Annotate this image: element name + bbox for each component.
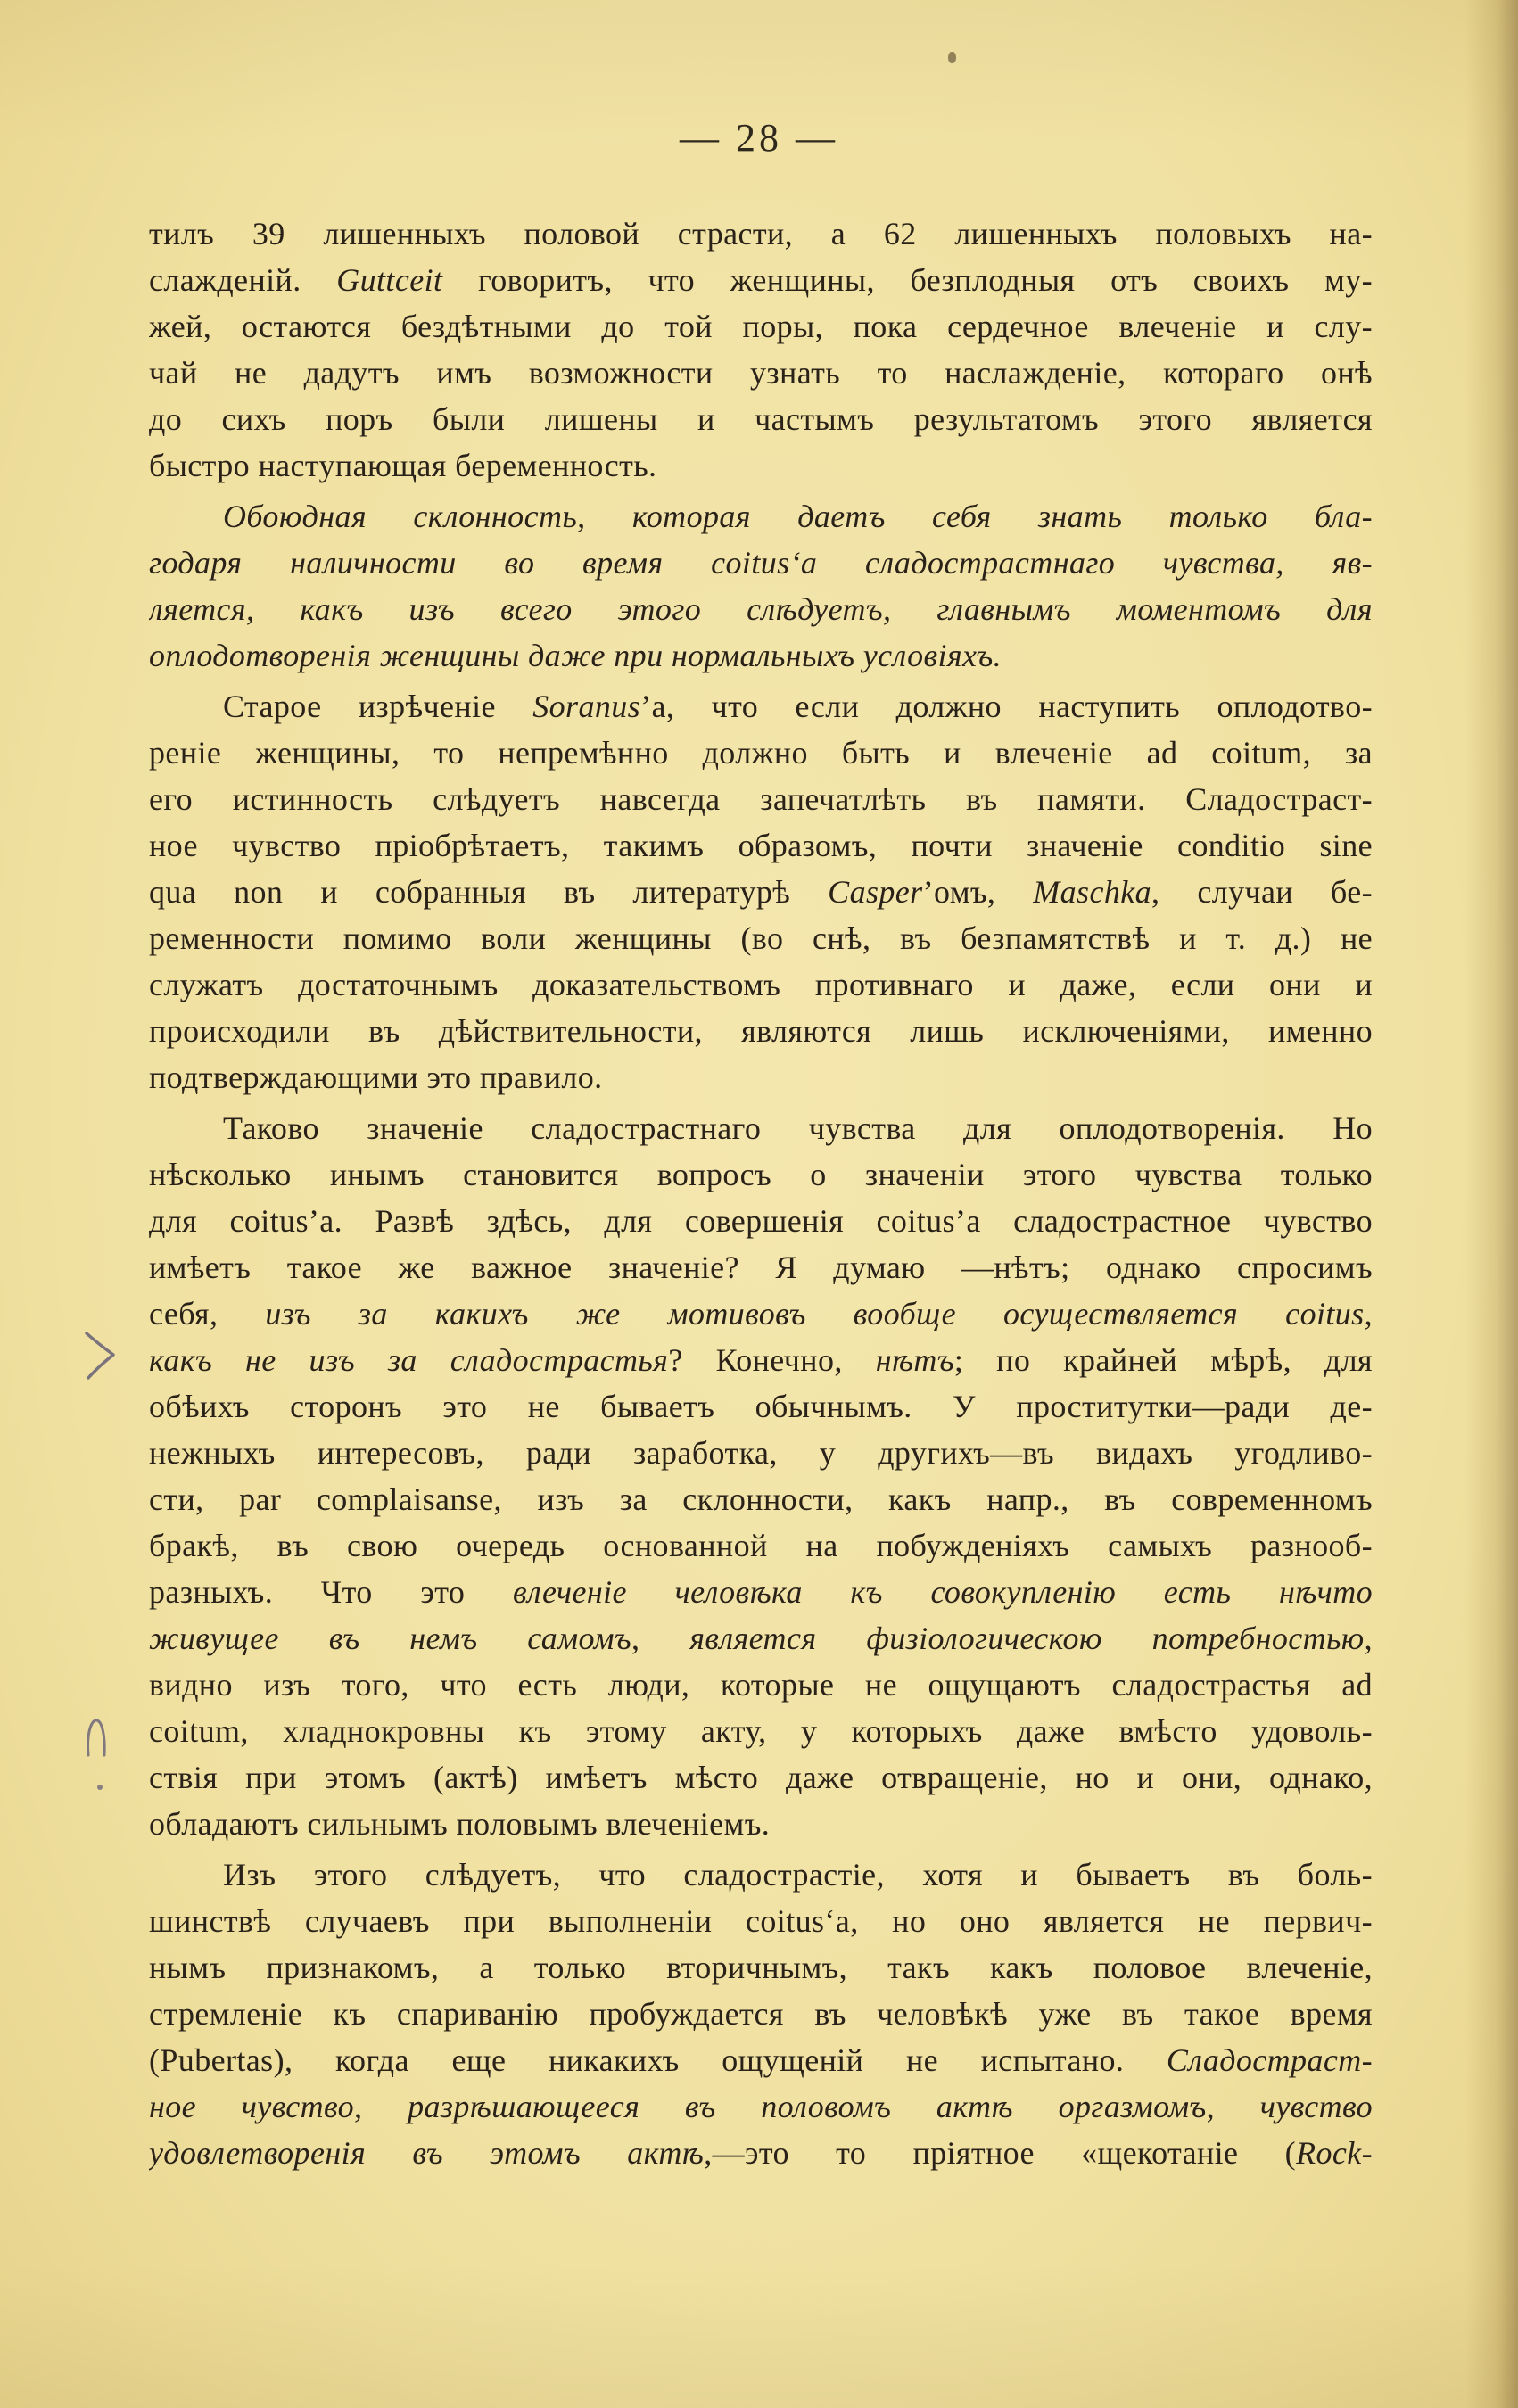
text-run: ствія при этомъ (актѣ) имѣетъ мѣсто даже отвращеніе, но и они, однако, (149, 1760, 1373, 1795)
text-line (149, 1569, 1373, 1615)
text-run: coitum, хладнокровны къ этому акту, у которыхъ даже вмѣсто удоволь- (149, 1713, 1373, 1749)
text-line (149, 442, 1373, 489)
italic-text: Casper (828, 874, 923, 910)
text-run: видно изъ того, что есть люди, которые не ощущаютъ сладострастья ad (149, 1667, 1373, 1703)
text-run: его истинность слѣдуетъ навсегда запечатлѣть въ памяти. Сладостраст- (149, 781, 1373, 817)
text-line (149, 1151, 1373, 1198)
text-run: ; по крайней мѣрѣ, для (953, 1342, 1373, 1378)
text-run: , (1364, 1296, 1373, 1332)
pencil-arrow-mark (82, 1329, 120, 1382)
text-run: Старое изрѣченіе (223, 689, 533, 724)
italic-text: разрѣшающееся въ половомъ актѣ оргазмомъ (408, 2089, 1207, 2124)
page-number: — 28 — (680, 116, 838, 160)
text-line (149, 1430, 1373, 1476)
text-line (149, 1522, 1373, 1569)
paragraph (149, 493, 1373, 679)
text-line (149, 1991, 1373, 2037)
paragraph (149, 1851, 1373, 2176)
italic-text: ное чувство (149, 2089, 354, 2124)
text-line (149, 1198, 1373, 1244)
paragraph (149, 1105, 1373, 1847)
text-line (149, 632, 1373, 679)
text-line (149, 683, 1373, 730)
text-line (149, 1337, 1373, 1383)
text-run: себя, (149, 1296, 266, 1332)
text-line (149, 869, 1373, 915)
text-run: сти, par complaisanse, изъ за склонности, какъ напр., въ современномъ (149, 1481, 1373, 1517)
text-run: разныхъ. Что это (149, 1574, 513, 1610)
italic-text: Maschka (1033, 874, 1152, 910)
paragraph (149, 683, 1373, 1101)
text-line (149, 1754, 1373, 1801)
italic-text: оплодотворенія женщины даже при нормальныхъ условіяхъ. (149, 638, 1002, 673)
text-line (149, 915, 1373, 961)
text-run: ? Конечно, (668, 1342, 876, 1378)
text-run: нѣсколько инымъ становится вопросъ о значеніи этого чувства только (149, 1157, 1373, 1192)
text-line (149, 1662, 1373, 1708)
text-run: , (631, 1620, 690, 1656)
italic-text: чувство (1259, 2089, 1373, 2124)
text-run: имѣетъ такое же важное значеніе? Я думаю —нѣтъ; однако спросимъ (149, 1249, 1373, 1285)
text-run: ,—это то пріятное «щекотаніе ( (704, 2135, 1297, 2171)
text-line (149, 2083, 1373, 2130)
text-line (149, 396, 1373, 442)
text-line (149, 1291, 1373, 1337)
text-run: тилъ 39 лишенныхъ половой страсти, а 62 лишенныхъ половыхъ на- (149, 216, 1373, 252)
text-run: нымъ признакомъ, а только вторичнымъ, такъ какъ половое влеченіе, (149, 1950, 1373, 1985)
text-line (149, 210, 1373, 257)
text-line (149, 1008, 1373, 1054)
text-run: нежныхъ интересовъ, ради заработка, у другихъ—въ видахъ угодливо- (149, 1435, 1373, 1471)
text-run: , случаи бе- (1151, 874, 1373, 910)
text-line (149, 2037, 1373, 2083)
italic-text: нѣтъ (875, 1342, 954, 1378)
text-run: , (1364, 1620, 1373, 1656)
text-run: Таково значеніе сладострастнаго чувства для оплодотворенія. Но (223, 1110, 1373, 1146)
text-run: ’омъ, (922, 874, 1034, 910)
italic-text: ляется, какъ изъ всего этого слѣдуетъ, главнымъ моментомъ для (149, 591, 1373, 627)
text-line (149, 1708, 1373, 1754)
text-run: реніе женщины, то непремѣнно должно быть и влеченіе ad coitum, за (149, 735, 1373, 771)
italic-text: является физіологическою потребностью (689, 1620, 1365, 1656)
text-run: (Pubertas), когда еще никакихъ ощущеній не испытано. (149, 2042, 1167, 2078)
text-run: , (354, 2089, 408, 2124)
text-line (149, 1851, 1373, 1898)
text-line (149, 1105, 1373, 1151)
italic-text: изъ за какихъ же мотивовъ вообще осуществляется coitus (265, 1296, 1365, 1332)
text-line (149, 776, 1373, 822)
text-line (149, 303, 1373, 350)
ink-spot (948, 52, 956, 63)
body-text (149, 210, 1373, 2176)
text-line (149, 1944, 1373, 1991)
paragraph (149, 210, 1373, 489)
text-line (149, 257, 1373, 303)
text-line (149, 350, 1373, 396)
italic-text: годаря наличности во время coitus‘а сладострастнаго чувства, яв- (149, 545, 1373, 581)
italic-text: Сладостраст- (1166, 2042, 1373, 2078)
text-run: говоритъ, что женщины, безплодныя отъ своихъ му- (442, 262, 1373, 298)
text-run: быстро наступающая беременность. (149, 448, 657, 483)
text-run: служатъ достаточнымъ доказательствомъ противнаго и даже, если они и (149, 967, 1373, 1002)
text-run: стремленіе къ спариванію пробуждается въ человѣкѣ уже въ такое время (149, 1996, 1373, 2032)
italic-text: удовлетворенія въ этомъ актѣ (149, 2135, 705, 2171)
text-line (149, 493, 1373, 540)
italic-text: Обоюдная склонность, которая даетъ себя знать только бла- (223, 499, 1373, 534)
pencil-dot-mark (95, 1782, 105, 1793)
text-run: обѣихъ сторонъ это не бываетъ обычнымъ. У проститутки—ради де- (149, 1389, 1373, 1424)
text-line (149, 1383, 1373, 1430)
text-line (149, 1801, 1373, 1847)
text-run: ное чувство пріобрѣтаетъ, такимъ образомъ, почти значеніе conditio sine (149, 828, 1373, 863)
italic-text: живущее въ немъ самомъ (149, 1620, 632, 1656)
text-line (149, 1244, 1373, 1291)
text-run: до сихъ поръ были лишены и частымъ результатомъ этого является (149, 401, 1373, 437)
italic-text: какъ не изъ за сладострастья (149, 1342, 669, 1378)
italic-text: Guttceit (336, 262, 443, 298)
text-line (149, 586, 1373, 632)
text-line (149, 2130, 1373, 2176)
text-line (149, 1476, 1373, 1522)
text-run: подтверждающими это правило. (149, 1060, 603, 1095)
text-line (149, 540, 1373, 586)
text-line (149, 730, 1373, 776)
italic-text: Rock- (1296, 2135, 1373, 2171)
text-line (149, 1615, 1373, 1662)
text-run: , (1206, 2089, 1260, 2124)
text-line (149, 961, 1373, 1008)
text-run: бракѣ, въ свою очередь основанной на побужденіяхъ самыхъ разнооб- (149, 1528, 1373, 1563)
text-run: Изъ этого слѣдуетъ, что сладострастіе, хотя и бываетъ въ боль- (223, 1857, 1373, 1893)
text-run: qua non и собранныя въ литературѣ (149, 874, 829, 910)
text-run: обладаютъ сильнымъ половымъ влеченіемъ. (149, 1806, 771, 1842)
text-run: происходили въ дѣйствительности, являются лишь исключеніями, именно (149, 1013, 1373, 1049)
text-run: слажденій. (149, 262, 337, 298)
text-line (149, 822, 1373, 869)
text-line (149, 1054, 1373, 1101)
pencil-arch-mark (82, 1714, 111, 1761)
text-run: чай не дадутъ имъ возможности узнать то наслажденіе, котораго онѣ (149, 355, 1373, 391)
text-run: шинствѣ случаевъ при выполненіи coitus‘а, но оно является не первич- (149, 1903, 1373, 1939)
text-run: ’а, что если должно наступить оплодотво- (640, 689, 1373, 724)
text-line (149, 1898, 1373, 1944)
text-run: жей, остаются бездѣтными до той поры, пока сердечное влеченіе и слу- (149, 309, 1373, 344)
text-run: ременности помимо воли женщины (во снѣ, въ безпамятствѣ и т. д.) не (149, 920, 1373, 956)
italic-text: Soranus (532, 689, 641, 724)
text-run: для coitus’а. Развѣ здѣсь, для совершенія coitus’а сладострастное чувство (149, 1203, 1373, 1239)
italic-text: влеченіе человѣка къ совокупленію есть нѣчто (512, 1574, 1373, 1610)
